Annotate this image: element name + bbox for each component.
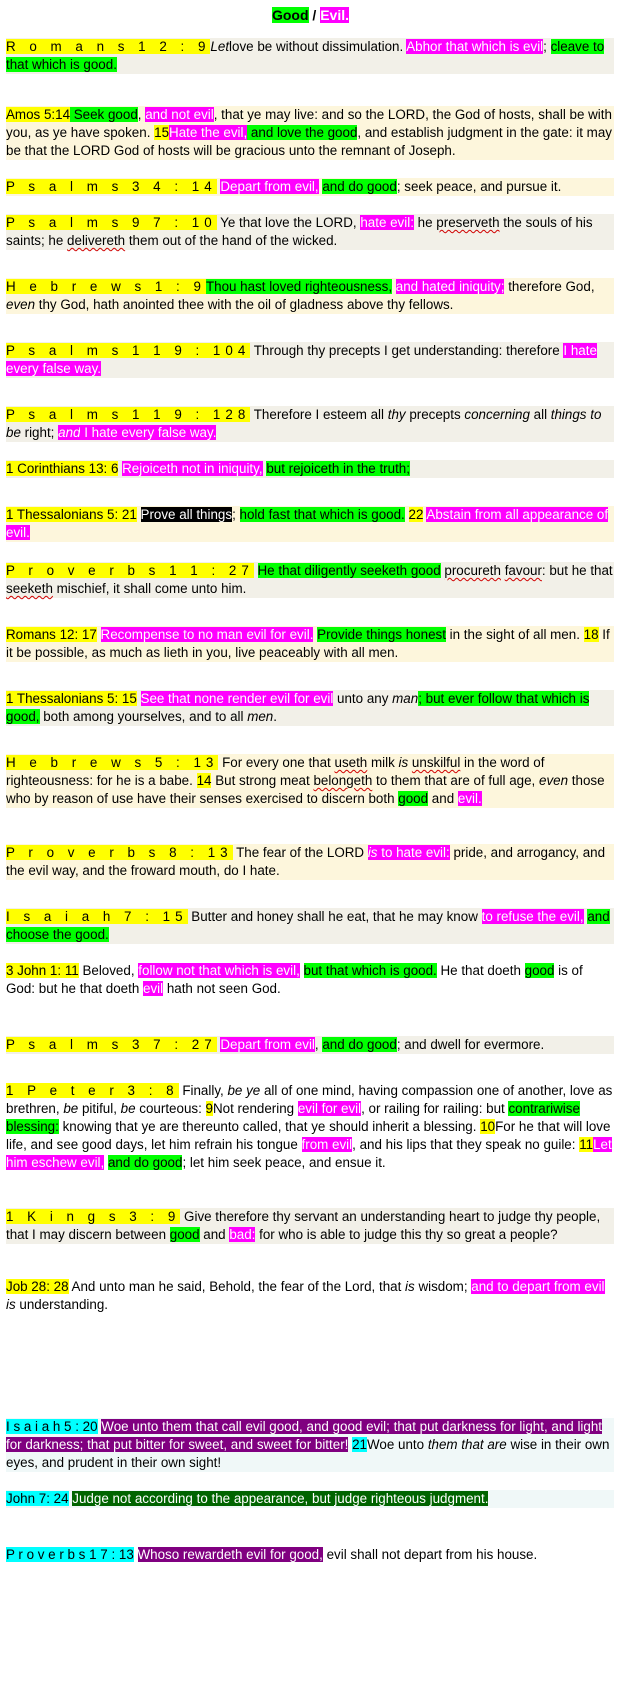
evil-highlight: Recompense to no man evil for evil. <box>100 627 314 642</box>
flagged-word: favour <box>504 563 542 578</box>
verse-isa5_20 <box>6 1418 614 1472</box>
verse-ps119_128 <box>6 406 614 442</box>
verse-1pet3_8 <box>6 1082 614 1172</box>
verse-text: Ye that love the LORD, <box>216 215 361 230</box>
italic-word: be <box>63 1101 79 1116</box>
flagged-word: useth <box>334 755 368 770</box>
woe-highlight: Woe unto them that call evil good, and good evil; that put darkness for light, and light for darkness; that put bitter for sweet, and sweet for bitter! <box>6 1419 603 1452</box>
verse-text: thy God, hath anointed thee with the oil of gladness above thy fellows. <box>35 297 454 312</box>
verse-ref: P r o v e r b s 8 : 13 <box>6 845 233 860</box>
evil-highlight: and not evil <box>145 107 214 122</box>
italic-word: them that are <box>427 1437 507 1452</box>
verse-text: unto any <box>333 691 393 706</box>
good-highlight: cleave to that which is good. <box>6 39 605 72</box>
verse-text: And unto man he said, Behold, the fear of the Lord, that <box>68 1279 406 1294</box>
verse-ref: P s a l m s 3 4 : 14 <box>6 179 217 194</box>
verse-rom12_17 <box>6 626 614 662</box>
verse-text: courteous: <box>135 1101 206 1116</box>
verse-ref: P s a l m s 1 1 9 : 128 <box>6 407 251 422</box>
evil-highlight: and to depart from evil <box>471 1279 605 1294</box>
evil-highlight: Depart from evil, <box>220 179 319 194</box>
italic-word: is <box>398 755 409 770</box>
verse-text: ; <box>543 39 551 54</box>
flagged-word: seeketh <box>6 581 53 596</box>
verse-text: The fear of the LORD <box>232 845 368 860</box>
good-highlight: but that which is good. <box>303 963 437 978</box>
good-highlight: He that diligently seeketh good <box>257 563 441 578</box>
verse-amos5_14 <box>6 106 614 160</box>
title-good: Good <box>271 7 309 23</box>
verse-ref: 1 Thessalonians 5: 15 <box>6 691 137 706</box>
evil-highlight: I hate every false way. <box>6 343 597 376</box>
good-highlight: Thou hast loved righteousness, <box>205 279 393 294</box>
good-highlight: and love the good <box>247 125 358 140</box>
good-highlight: Seek good <box>70 107 138 122</box>
italic-word: Let <box>210 39 230 54</box>
verse-1thes5_15 <box>6 690 614 726</box>
good-highlight: contrariwise blessing: <box>6 1101 580 1134</box>
evil-highlight: evil. <box>457 791 482 806</box>
verse-ps97_10 <box>6 214 614 250</box>
verse-ref: P r o v e r b s 1 7 : 13 <box>6 1547 134 1562</box>
verse-text: , and establish judgment in the gate: it may be that the LORD God of hosts will be gracious unto the remnant of Joseph. <box>6 125 612 158</box>
verse-ref: 1 Thessalonians 5: 21 <box>6 507 137 522</box>
verse-text: pitiful, <box>78 1101 121 1116</box>
verse-ref: John 7: 24 <box>6 1491 69 1506</box>
italic-word: man <box>392 691 419 706</box>
italic-word: even <box>6 297 36 312</box>
evil-highlight: Hate the evil, <box>169 125 248 140</box>
verse-text: ; <box>232 507 240 522</box>
verse-text: : but he that <box>541 563 613 578</box>
verse-text: For every one that <box>218 755 335 770</box>
verse-text: in the sight of all men. <box>445 627 584 642</box>
verse-ref: 3 John 1: 11 <box>6 963 79 978</box>
verse-job28_28 <box>6 1278 614 1314</box>
good-highlight: hold fast that which is good. <box>239 507 405 522</box>
verse-ref: 15 <box>154 125 170 140</box>
verse-ref: P r o v e r b s 1 1 : 27 <box>6 563 254 578</box>
italic-word: concerning <box>464 407 530 422</box>
evil-highlight: to hate evil: <box>377 845 450 860</box>
verse-prov17_13 <box>6 1546 614 1564</box>
evil-highlight: from evil <box>301 1137 353 1152</box>
verse-ref: 22 <box>408 507 424 522</box>
verse-text <box>300 963 304 978</box>
verse-rom12_9 <box>6 38 614 74</box>
evil-highlight: See that none render evil for evil <box>140 691 334 706</box>
good-highlight: good <box>169 1227 200 1242</box>
verse-text: , that ye may live: and so the LORD, the God of hosts, shall be with you, as ye have spoken. <box>6 107 612 140</box>
verse-text: evil shall not depart from his house. <box>322 1547 538 1562</box>
flagged-word: preserveth <box>436 215 500 230</box>
verse-ref: Job 28: 28 <box>6 1279 69 1294</box>
verse-text: Therefore I esteem all <box>250 407 388 422</box>
verse-ref: Romans 12: 17 <box>6 627 97 642</box>
evil-highlight: and <box>58 425 81 440</box>
verse-text: hath not seen God. <box>163 981 281 996</box>
verse-ref: 14 <box>196 773 212 788</box>
italic-word: be <box>120 1101 136 1116</box>
verse-ref: R o m a n s 1 2 : 9 <box>6 39 211 54</box>
verse-text: he <box>413 215 437 230</box>
verse-ref: 1 Corinthians 13: 6 <box>6 461 119 476</box>
verse-text: those who by reason of use have their senses exercised to discern both <box>6 773 605 806</box>
verse-text: , <box>314 1037 323 1052</box>
verse-text: Butter and honey shall he eat, that he may know <box>187 909 482 924</box>
verse-text: Woe unto <box>367 1437 428 1452</box>
verse-text <box>405 507 409 522</box>
verse-text: all <box>529 407 551 422</box>
verse-text: . <box>273 709 277 724</box>
verse-text: them out of the hand of the wicked. <box>125 233 338 248</box>
verse-text: Through thy precepts I get understanding: therefore <box>250 343 564 358</box>
good-highlight: Provide things honest <box>317 627 446 642</box>
good-highlight: good <box>398 791 429 806</box>
verse-text: in the word of righteousness: for he is a babe. <box>6 755 545 788</box>
verse-text: and <box>428 791 458 806</box>
verse-text: ; and dwell for evermore. <box>396 1037 545 1052</box>
verse-text: wise in their own eyes, and prudent in their own sight! <box>6 1437 610 1470</box>
verse-3john1_11 <box>6 962 614 998</box>
good-highlight: and do good <box>322 179 397 194</box>
evil-highlight: to refuse the evil, <box>481 909 584 924</box>
verse-text: , or railing for railing: but <box>361 1101 509 1116</box>
verse-heb5_13 <box>6 754 614 808</box>
flagged-word: belongeth <box>313 773 373 788</box>
verse-john7_24 <box>6 1490 614 1508</box>
verse-ref: 11 <box>579 1137 594 1152</box>
verse-text: wisdom; <box>414 1279 472 1294</box>
verse-ref: Amos 5:14 <box>6 107 71 122</box>
italic-word: even <box>539 773 569 788</box>
verse-text: pride, and arrogancy, and the evil way, and the froward mouth, do I hate. <box>6 845 606 878</box>
verse-text: the souls of his saints; he <box>6 215 593 248</box>
woe-highlight: Whoso rewardeth evil for good, <box>137 1547 323 1562</box>
evil-highlight: hate evil: <box>360 215 414 230</box>
verse-text: understanding. <box>15 1297 108 1312</box>
judgment-highlight: Judge not according to the appearance, but judge righteous judgment. <box>72 1491 489 1506</box>
verse-text: for who is able to judge this thy so great a people? <box>255 1227 558 1242</box>
verse-ref: 18 <box>583 627 599 642</box>
verse-prov8_13 <box>6 844 614 880</box>
title-separator: / <box>308 7 321 23</box>
prove-highlight: Prove all things <box>140 507 233 522</box>
verse-1cor13_6 <box>6 460 614 478</box>
verse-text: Finally, <box>178 1083 228 1098</box>
verse-ref: H e b r e w s 1 : 9 <box>6 279 206 294</box>
verse-text <box>137 507 141 522</box>
verse-text <box>254 563 258 578</box>
italic-word: men <box>247 709 274 724</box>
italic-word: is <box>405 1279 415 1294</box>
evil-highlight: follow not that which is evil, <box>138 963 300 978</box>
evil-highlight: Abstain from all appearance of evil. <box>6 507 609 540</box>
verse-text: For he that will love life, and see good days, let him refrain his tongue <box>6 1119 611 1152</box>
verse-ref: 21 <box>352 1437 368 1452</box>
verse-text: Beloved, <box>78 963 139 978</box>
verse-text: therefore God, <box>504 279 595 294</box>
title-evil: Evil. <box>320 7 349 23</box>
verse-ref: P s a l m s 9 7 : 10 <box>6 215 217 230</box>
verse-ref: 1 K i n g s 3 : 9 <box>6 1209 181 1224</box>
verse-text: right; <box>20 425 59 440</box>
evil-highlight: Let him eschew evil, <box>6 1137 612 1170</box>
evil-highlight: Abhor that which is evil <box>406 39 544 54</box>
verse-text: to them that are of full age, <box>372 773 540 788</box>
good-highlight: good <box>524 963 555 978</box>
good-highlight: but rejoiceth in the truth; <box>266 461 410 476</box>
verse-ps34_14 <box>6 178 614 196</box>
verse-text: precepts <box>405 407 465 422</box>
verse-text: , <box>137 107 146 122</box>
verse-text: and <box>199 1227 230 1242</box>
verse-ref: I s a i a h 7 : 15 <box>6 909 188 924</box>
verse-text: Not rendering <box>212 1101 298 1116</box>
verse-text: all of one mind, having compassion one of another, love as brethren, <box>6 1083 613 1116</box>
italic-word: be ye <box>227 1083 261 1098</box>
evil-highlight: Depart from evil <box>220 1037 315 1052</box>
verse-text: both among yourselves, and to all <box>39 709 248 724</box>
verse-ref: P s a l m s 1 1 9 : 104 <box>6 343 251 358</box>
verse-text <box>137 691 141 706</box>
evil-highlight: Rejoiceth not in iniquity, <box>122 461 263 476</box>
verse-ref: P s a l m s 3 7 : 27 <box>6 1037 217 1052</box>
italic-word: thy <box>387 407 406 422</box>
evil-highlight: evil for evil <box>297 1101 362 1116</box>
evil-highlight: evil <box>143 981 164 996</box>
verse-ref: 1 P e t e r 3 : 8 <box>6 1083 179 1098</box>
flagged-word: delivereth <box>67 233 126 248</box>
good-highlight: and choose the good. <box>6 909 610 942</box>
italic-word: is <box>6 1297 16 1312</box>
verse-ref: 10 <box>480 1119 496 1134</box>
verse-text: is of God: but he that doeth <box>6 963 583 996</box>
verse-text <box>134 1547 138 1562</box>
verse-text: mischief, it shall come unto him. <box>52 581 247 596</box>
good-highlight: ; but ever follow that which is good, <box>6 691 590 724</box>
evil-highlight: bad: <box>229 1227 256 1242</box>
verse-1kings3_9 <box>6 1208 614 1244</box>
verse-text: Give therefore thy servant an understanding heart to judge thy people, that I may discern between <box>6 1209 601 1242</box>
verse-ref: I s a i a h 5 : 20 <box>6 1419 98 1434</box>
verse-text: ; seek peace, and pursue it. <box>396 179 562 194</box>
verse-ref: H e b r e w s 5 : 13 <box>6 755 219 770</box>
verse-text: But strong meat <box>211 773 314 788</box>
verse-heb1_9 <box>6 278 614 314</box>
verse-prov11_27 <box>6 562 614 598</box>
verse-1thes5_21 <box>6 506 614 542</box>
evil-highlight: is <box>367 845 378 860</box>
evil-highlight: I hate every false way. <box>80 425 217 440</box>
verse-text: ; let him seek peace, and ensue it. <box>182 1155 386 1170</box>
verse-text <box>97 627 101 642</box>
verse-ps119_104 <box>6 342 614 378</box>
evil-highlight: and hated iniquity; <box>395 279 505 294</box>
good-highlight: and do good <box>322 1037 397 1052</box>
flagged-word: procureth <box>444 563 501 578</box>
flagged-word: unskilful <box>411 755 461 770</box>
verse-text: , and his lips that they speak no guile: <box>352 1137 580 1152</box>
verse-ref: 9 <box>205 1101 213 1116</box>
verse-text: milk <box>367 755 399 770</box>
verse-text: If it be possible, as much as lieth in you, live peaceably with all men. <box>6 627 610 660</box>
verse-text: He that doeth <box>436 963 525 978</box>
verse-ps37_27 <box>6 1036 614 1054</box>
good-highlight: and do good <box>107 1155 183 1170</box>
verse-text: love be without dissimulation. <box>229 39 407 54</box>
verse-text: knowing that ye are thereunto called, that ye should inherit a blessing. <box>58 1119 481 1134</box>
italic-word: things to be <box>6 407 602 440</box>
verse-isa7_15 <box>6 908 614 944</box>
page-title <box>0 6 621 24</box>
